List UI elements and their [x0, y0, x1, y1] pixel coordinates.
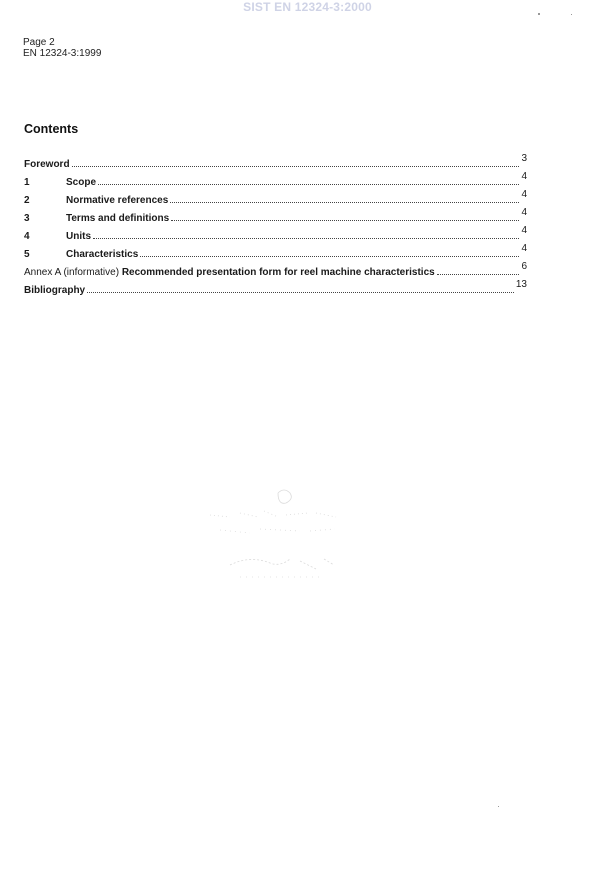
toc-dot-leader — [87, 292, 514, 293]
toc-entry-terms-and-definitions[interactable] — [24, 206, 527, 224]
toc-entry-title: Units — [66, 231, 91, 242]
toc-entry-page: 6 — [521, 261, 527, 272]
toc-entry-number: 4 — [24, 231, 30, 242]
toc-dot-leader — [170, 202, 519, 203]
toc-entry-title: Scope — [66, 177, 97, 188]
toc-entry-title: Normative references — [66, 195, 169, 206]
toc-entry-annex-a[interactable] — [24, 260, 527, 278]
scan-speck — [538, 13, 540, 15]
toc-entry-title: Foreword — [24, 159, 70, 170]
toc-entry-number: 1 — [24, 177, 30, 188]
toc-entry-normative-references[interactable] — [24, 188, 527, 206]
toc-entry-title: Terms and definitions — [66, 213, 170, 224]
toc-entry-scope[interactable] — [24, 170, 527, 188]
annex-title: Recommended presentation form for reel machine characteristics — [121, 267, 435, 278]
toc-entry-page: 4 — [521, 243, 527, 254]
toc-entry-number: 2 — [24, 195, 30, 206]
toc-entry-page: 13 — [515, 279, 527, 290]
toc-entry-number: 5 — [24, 249, 30, 260]
scan-speck — [571, 14, 572, 15]
toc-entry-title: Bibliography — [24, 285, 86, 296]
document-watermark: SIST EN 12324-3:2000 — [243, 0, 372, 14]
annex-label: Annex A (informative) — [24, 267, 120, 278]
toc-dot-leader — [140, 256, 519, 257]
toc-entry-title: Characteristics — [66, 249, 139, 260]
toc-entry-page: 4 — [521, 225, 527, 236]
toc-dot-leader — [171, 220, 519, 221]
toc-dot-leader — [437, 274, 520, 275]
toc-dot-leader — [72, 166, 520, 167]
toc-entry-page: 4 — [521, 171, 527, 182]
toc-entry-characteristics[interactable] — [24, 242, 527, 260]
toc-entry-page: 3 — [521, 153, 527, 164]
toc-entry-title — [24, 267, 435, 278]
toc-entry-number: 3 — [24, 213, 30, 224]
contents-heading: Contents — [24, 122, 79, 136]
table-of-contents — [24, 152, 527, 296]
toc-entry-page: 4 — [521, 189, 527, 200]
toc-entry-bibliography[interactable] — [24, 278, 527, 296]
toc-entry-foreword[interactable] — [24, 152, 527, 170]
page-header — [23, 37, 101, 59]
standard-reference: EN 12324-3:1999 — [23, 48, 102, 59]
page-label: Page 2 — [23, 37, 55, 48]
toc-entry-page: 4 — [521, 207, 527, 218]
toc-dot-leader — [98, 184, 519, 185]
toc-entry-units[interactable] — [24, 224, 527, 242]
faded-stamp-mark — [200, 485, 360, 585]
scan-speck — [498, 806, 499, 807]
toc-dot-leader — [93, 238, 519, 239]
